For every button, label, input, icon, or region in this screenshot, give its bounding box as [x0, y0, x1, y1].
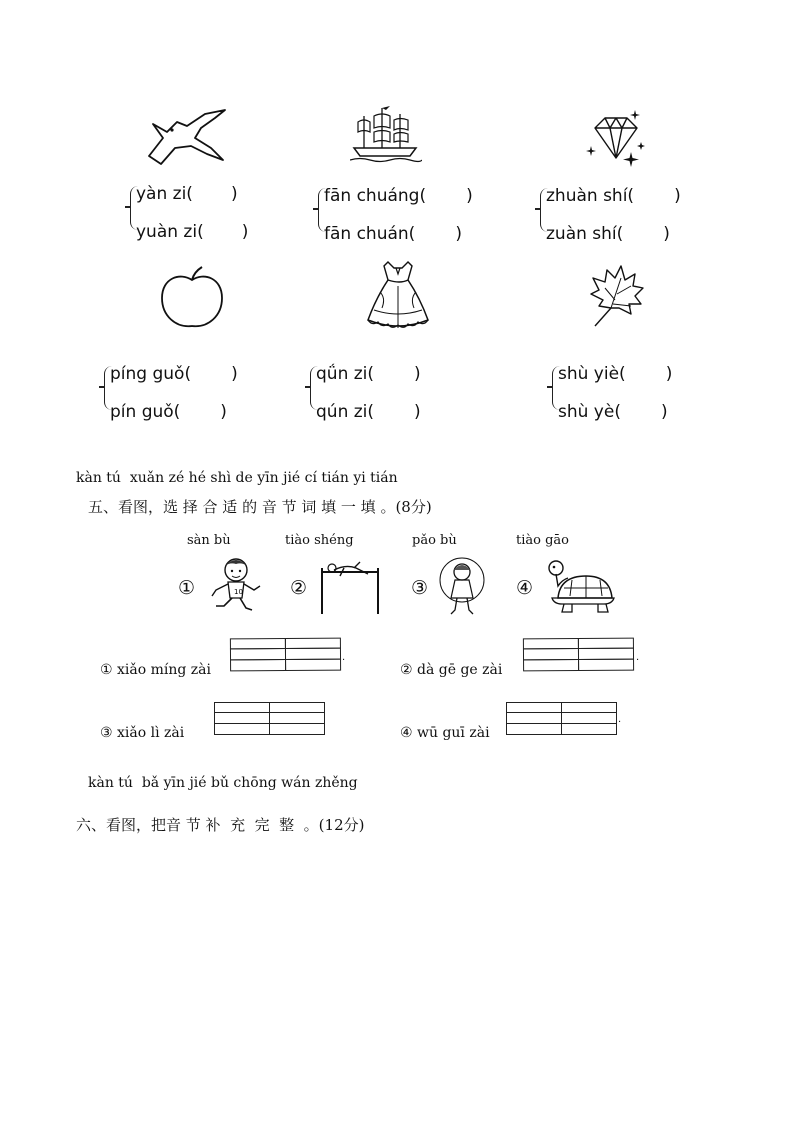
option-qun-zi-2: qún zi(	[316, 402, 375, 422]
marker-3: ③	[411, 577, 429, 599]
option-fan-chuan: fān chuán(	[324, 224, 416, 244]
section6-pinyin: kàn tú bǎ yīn jié bǔ chōng wán zhěng	[88, 775, 358, 791]
close-paren: )	[466, 186, 473, 206]
option-shu-yie: shù yiè(	[558, 364, 626, 384]
section5-heading: 五、看图，选 择 合 适 的 音 节 词 填 一 填 。(8分)	[88, 498, 432, 516]
answer-grid-2[interactable]	[523, 638, 633, 673]
option-pin-guo: pín guǒ(	[110, 402, 181, 422]
close-paren: )	[220, 402, 227, 422]
end-mark: .	[618, 714, 622, 725]
answer-grid-3[interactable]	[214, 702, 324, 736]
close-paren: )	[231, 364, 238, 384]
option-yuan-zi: yuàn zi(	[136, 222, 204, 242]
option-tiao-gao: tiào gāo	[516, 533, 569, 548]
option-yan-zi: yàn zi(	[136, 184, 193, 204]
marker-2: ②	[290, 577, 308, 599]
close-paren: )	[665, 364, 673, 384]
diamond-picture	[585, 108, 647, 170]
dress-picture	[360, 258, 436, 334]
close-paren: )	[663, 224, 670, 244]
sentence-4: ④ wū guī zài	[400, 725, 490, 741]
option-fan-chuang: fān chuáng(	[324, 186, 427, 206]
end-mark: .	[342, 652, 346, 663]
option-san-bu: sàn bù	[187, 533, 231, 548]
sentence-2: ② dà gē ge zài	[400, 662, 503, 678]
turtle-picture	[542, 558, 616, 614]
answer-grid-4[interactable]	[506, 702, 616, 736]
option-pao-bu: pǎo bù	[412, 533, 457, 548]
option-shu-ye: shù yè(	[558, 402, 621, 422]
close-paren: )	[241, 222, 249, 242]
answer-grid-1[interactable]	[230, 638, 340, 673]
close-paren: )	[414, 364, 421, 384]
apple-picture	[158, 264, 226, 330]
option-tiao-sheng: tiào shéng	[285, 533, 354, 548]
sailboat-picture	[350, 104, 422, 164]
option-zuan-shi: zuàn shí(	[546, 224, 624, 244]
skipping-rope-picture	[435, 556, 489, 618]
marker-1: ①	[178, 577, 196, 599]
svg-text:10: 10	[234, 588, 243, 596]
end-mark: .	[636, 652, 640, 663]
close-paren: )	[660, 402, 668, 422]
close-paren: )	[230, 184, 238, 204]
marker-4: ④	[516, 577, 534, 599]
option-zhuan-shi: zhuàn shí(	[546, 186, 635, 206]
swallow-picture	[145, 108, 230, 168]
sentence-1: ① xiǎo míng zài	[100, 662, 211, 678]
option-ping-guo: píng guǒ(	[110, 364, 192, 384]
leaf-picture	[585, 264, 645, 330]
option-qun-zi-1: qǘn zi(	[316, 364, 375, 384]
close-paren: )	[414, 402, 421, 422]
high-jump-picture	[318, 560, 382, 616]
close-paren: )	[674, 186, 681, 206]
sentence-3: ③ xiǎo lì zài	[100, 725, 185, 741]
close-paren: )	[455, 224, 462, 244]
section6-heading: 六、看图，把音 节 补 充 完 整 。(12分)	[76, 816, 365, 834]
running-boy-picture	[206, 556, 262, 614]
section5-pinyin: kàn tú xuǎn zé hé shì de yīn jié cí tián yi tián	[76, 470, 398, 486]
